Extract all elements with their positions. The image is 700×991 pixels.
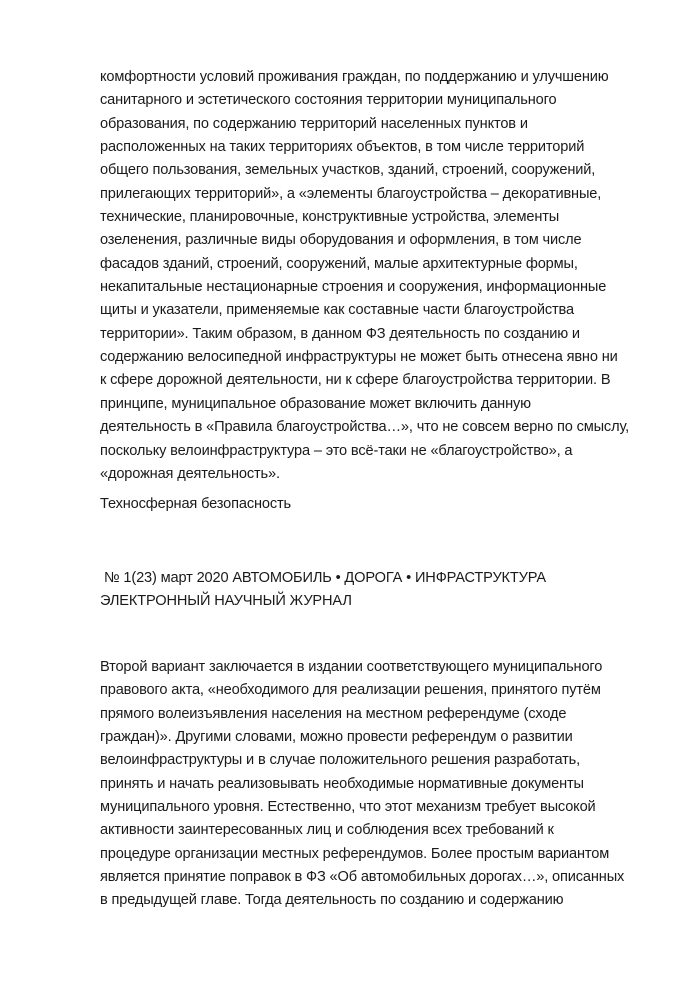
text-line: общего пользования, земельных участков, зданий, строений, сооружений, [100, 162, 596, 179]
text-line: деятельность в «Правила благоустройства…», что не совсем верно по смыслу, [100, 419, 630, 436]
text-line: комфортности условий проживания граждан, по поддержанию и улучшению [100, 69, 609, 85]
text-line: принципе, муниципальное образование может включить данную [100, 395, 531, 412]
text-line: велоинфраструктуры и в случае положительного решения разработать, [100, 752, 581, 769]
text-line: озеленения, различные виды оборудования и оформления, в том числе [100, 232, 582, 249]
text-line: в предыдущей главе. Тогда деятельность по созданию и содержанию [100, 892, 564, 909]
paragraph-1 [100, 66, 629, 486]
text-line: некапитальные нестационарные строения и сооружения, информационные [100, 279, 607, 296]
text-line: к сфере дорожной деятельности, ни к сфере благоустройства территории. В [100, 372, 611, 389]
journal-issue-line: № 1(23) март 2020 АВТОМОБИЛЬ • ДОРОГА • ИНФРАСТРУКТУРА [104, 570, 546, 586]
text-line: муниципального уровня. Естественно, что этот механизм требует высокой [100, 799, 596, 816]
text-line: является принятие поправок в ФЗ «Об автомобильных дорогах…», описанных [100, 869, 625, 886]
section-heading [100, 493, 291, 516]
journal-title-line: ЭЛЕКТРОННЫЙ НАУЧНЫЙ ЖУРНАЛ [100, 593, 352, 610]
text-line: щиты и указатели, применяемые как составные части благоустройства [100, 302, 574, 319]
text-line: поскольку велоинфраструктура – это всё-таки не «благоустройство», а [100, 442, 573, 459]
section-heading-text: Техносферная безопасность [100, 496, 291, 512]
text-line: граждан)». Другими словами, можно провести референдум о развитии [100, 729, 573, 746]
journal-header [100, 567, 546, 614]
text-line: правового акта, «необходимого для реализации решения, принятого путём [100, 682, 601, 699]
text-line: принять и начать реализовывать необходимые нормативные документы [100, 775, 584, 792]
text-line: «дорожная деятельность». [100, 465, 280, 482]
text-line: санитарного и эстетического состояния территории муниципального [100, 92, 557, 109]
text-line: технические, планировочные, конструктивные устройства, элементы [100, 209, 560, 226]
text-line: процедуре организации местных референдумов. Более простым вариантом [100, 845, 610, 862]
text-line: расположенных на таких территориях объектов, в том числе территорий [100, 139, 585, 156]
text-line: прямого волеизъявления населения на местном референдуме (сходе [100, 705, 567, 722]
text-line: территории». Таким образом, в данном ФЗ деятельность по созданию и [100, 325, 580, 342]
text-line: активности заинтересованных лиц и соблюдения всех требований к [100, 822, 554, 839]
text-line: Второй вариант заключается в издании соответствующего муниципального [100, 659, 603, 675]
text-line: прилегающих территорий», а «элементы благоустройства – декоративные, [100, 185, 602, 202]
text-line: образования, по содержанию территорий населенных пунктов и [100, 115, 528, 132]
text-line: фасадов зданий, строений, сооружений, малые архитектурные формы, [100, 255, 578, 272]
paragraph-2 [100, 656, 624, 913]
text-line: содержанию велосипедной инфраструктуры не может быть отнесена явно ни [100, 349, 618, 366]
